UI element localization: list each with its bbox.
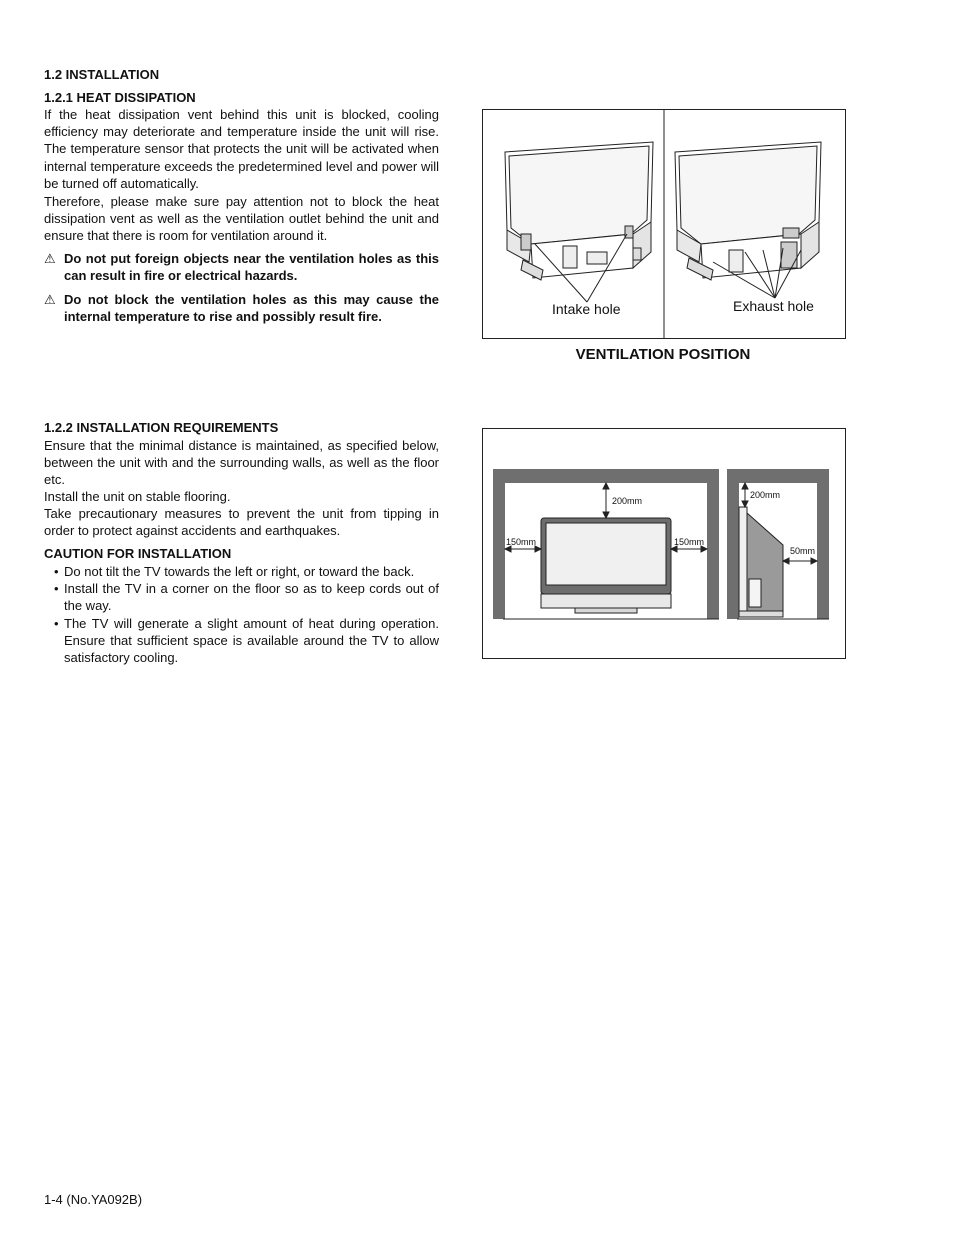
warning-2-text: Do not block the ventilation holes as this may cause the internal temperature to rise and possibly result fire. [64,292,439,325]
caution-item: • The TV will generate a slight amount of heat during operation. Ensure that sufficient space is available around the TV to allow satisfactory cooling. [44,615,439,667]
install-paragraph-3: Take precautionary measures to prevent the unit from tipping in order to protect against accidents and earthquakes. [44,506,439,539]
heat-dissipation-heading: 1.2.1 HEAT DISSIPATION [44,90,196,105]
tv-side-drawing [739,507,783,617]
side-top-clearance-label: 200mm [750,490,781,500]
top-clearance-label: 200mm [612,496,643,506]
warning-1 [44,250,439,284]
left-clearance-label: 150mm [506,537,537,547]
heat-paragraph-2: Therefore, please make sure pay attention not to block the heat dissipation vent as well as the ventilation outlet behind the unit and ensure that there is room for ventilation around it. [44,194,439,244]
caution-list [44,563,439,666]
tv-front-drawing [541,518,671,613]
install-paragraph-1: Ensure that the minimal distance is maintained, as specified below, between the unit with and the surrounding walls, as well as the floor etc. [44,438,439,488]
intake-hole-label: Intake hole [552,301,621,317]
ventilation-figure [482,109,846,339]
exhaust-hole-label: Exhaust hole [733,298,814,314]
warning-2 [44,291,439,325]
heat-paragraph-1: If the heat dissipation vent behind this unit is blocked, cooling efficiency may deteriorate and temperature inside the unit will rise. The temperature sensor that protects the unit will be activated when internal temperature exceeds the predetermined level and power will be turned off automatically. [44,107,439,191]
installation-requirements-heading: 1.2.2 INSTALLATION REQUIREMENTS [44,420,279,435]
tv-rear-right-drawing [675,142,821,280]
figure-caption: VENTILATION POSITION [575,346,751,363]
clearance-figure [482,428,846,659]
back-clearance-label: 50mm [790,546,816,556]
warning-1-text: Do not put foreign objects near the ventilation holes as this can result in fire or electrical hazards. [64,251,439,284]
warning-icon: ⚠ [44,251,56,266]
caution-item: • Do not tilt the TV towards the left or right, or toward the back. [44,563,439,580]
warning-icon: ⚠ [44,292,56,307]
caution-item: • Install the TV in a corner on the floor so as to keep cords out of the way. [44,580,439,614]
section-title: 1.2 INSTALLATION [44,67,160,82]
page-footer: 1-4 (No.YA092B) [44,1192,143,1207]
install-paragraph-2: Install the unit on stable flooring. [44,489,231,504]
caution-heading: CAUTION FOR INSTALLATION [44,546,232,561]
clearance-illustration [483,429,845,658]
right-clearance-label: 150mm [674,537,705,547]
tv-rear-left-drawing [505,142,653,280]
